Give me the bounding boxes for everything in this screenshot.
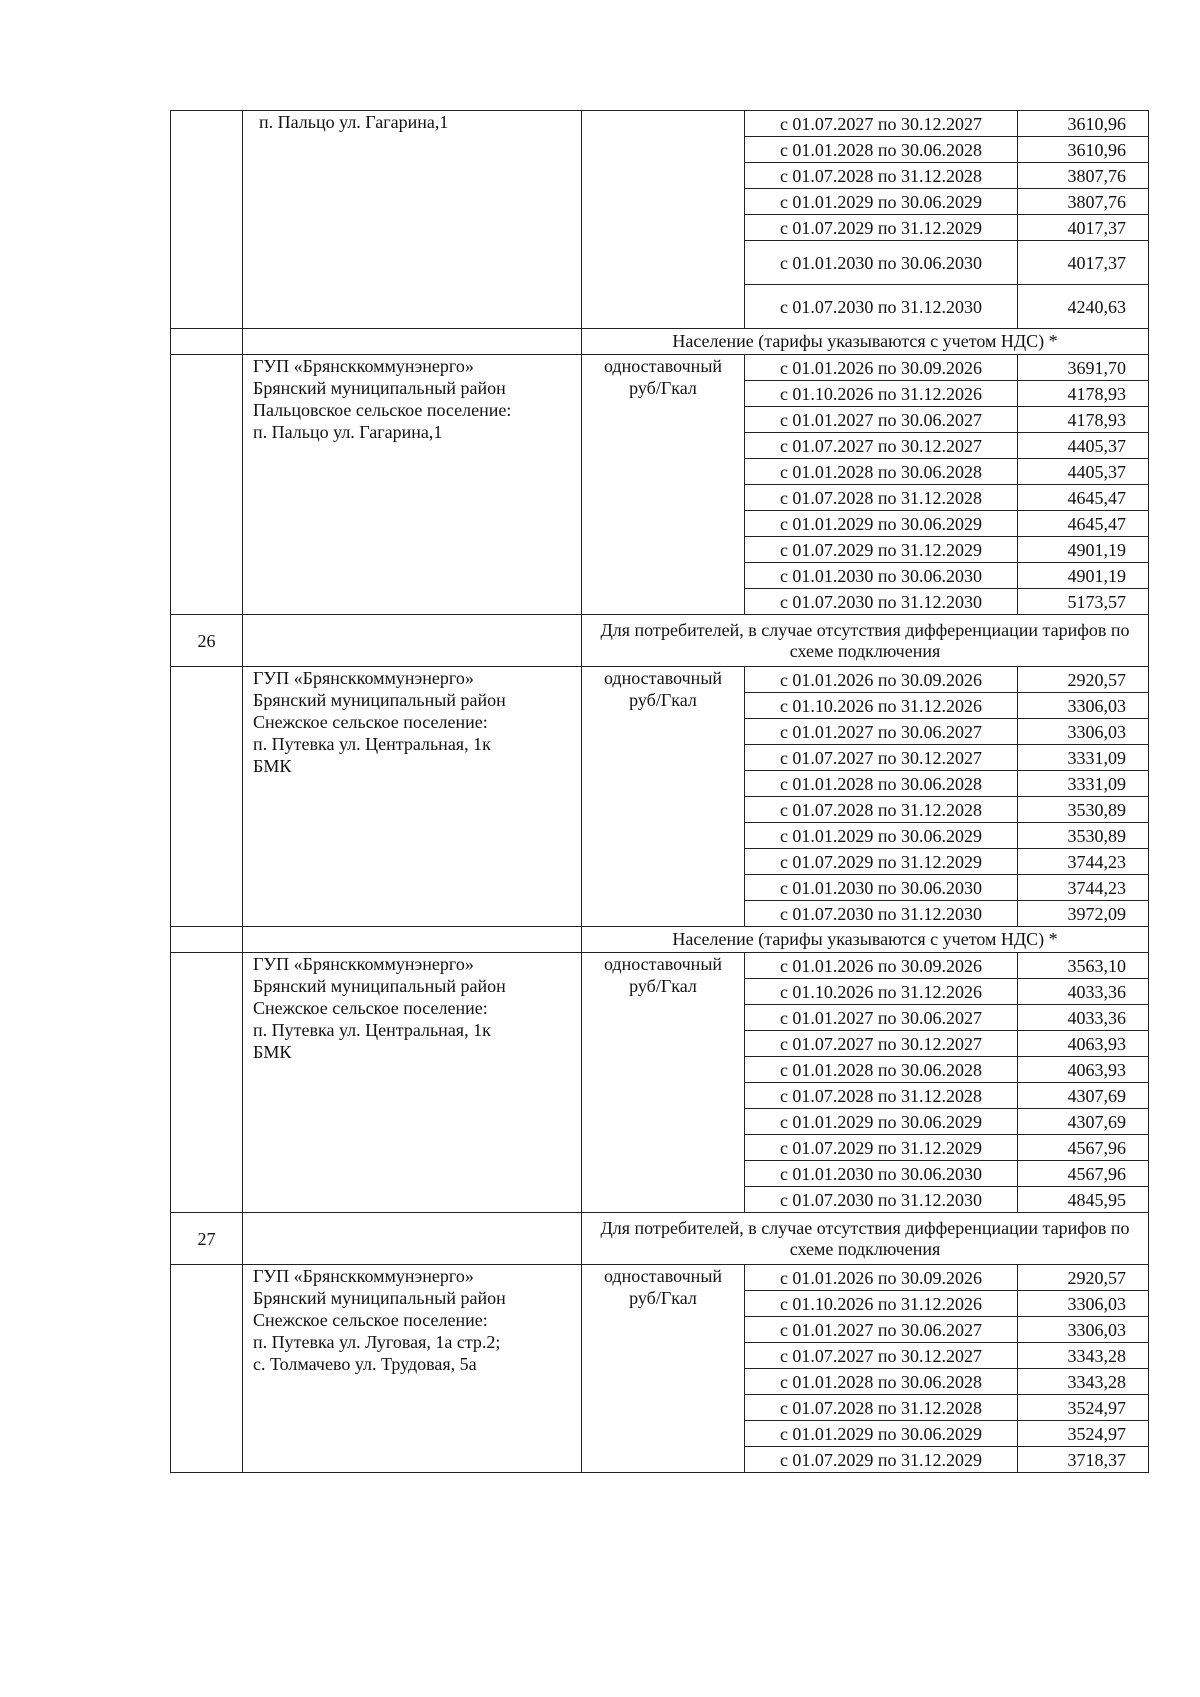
period-cell: с 01.01.2028 по 30.06.2028: [745, 1369, 1018, 1395]
address-line: с. Толмачево ул. Трудовая, 5а: [253, 1354, 477, 1374]
tariff-value-cell: 2920,57: [1018, 667, 1149, 693]
tariff-value-cell: 4901,19: [1018, 537, 1149, 563]
period-cell: с 01.07.2028 по 31.12.2028: [745, 485, 1018, 511]
period-cell: с 01.01.2026 по 30.09.2026: [745, 953, 1018, 979]
tariff-value-cell: 3610,96: [1018, 137, 1149, 163]
tariff-unit: [582, 1265, 745, 1473]
address-line: Брянский муниципальный район: [253, 378, 506, 398]
row-number: [171, 111, 243, 329]
row-number: [171, 355, 243, 615]
tariff-row: [171, 667, 1149, 693]
section-title: Население (тарифы указываются с учетом НДС) *: [582, 329, 1149, 355]
tariff-unit: [582, 355, 745, 615]
period-cell: с 01.07.2030 по 31.12.2030: [745, 285, 1018, 329]
tariff-value-cell: 4063,93: [1018, 1031, 1149, 1057]
row-number: [171, 1265, 243, 1473]
row-number: [171, 953, 243, 1213]
tariff-value-cell: 3306,03: [1018, 719, 1149, 745]
tariff-value-cell: 3691,70: [1018, 355, 1149, 381]
unit-line: одноставочный: [603, 954, 723, 974]
tariff-row: [171, 953, 1149, 979]
period-cell: с 01.01.2028 по 30.06.2028: [745, 137, 1018, 163]
unit-line: руб/Гкал: [629, 378, 697, 398]
period-cell: с 01.10.2026 по 31.12.2026: [745, 1291, 1018, 1317]
address-line: Пальцовское сельское поселение:: [253, 400, 512, 420]
period-cell: с 01.07.2029 по 31.12.2029: [745, 537, 1018, 563]
address-line: п. Пальцо ул. Гагарина,1: [253, 422, 443, 442]
tariff-value-cell: 3343,28: [1018, 1369, 1149, 1395]
address-line: п. Пальцо ул. Гагарина,1: [259, 112, 449, 132]
period-cell: с 01.07.2029 по 31.12.2029: [745, 215, 1018, 241]
period-cell: с 01.01.2026 по 30.09.2026: [745, 355, 1018, 381]
tariff-value-cell: 2920,57: [1018, 1265, 1149, 1291]
tariff-value-cell: 4645,47: [1018, 511, 1149, 537]
supplier-address: [243, 355, 582, 615]
address-line: п. Путевка ул. Центральная, 1к: [253, 734, 491, 754]
unit-line: руб/Гкал: [629, 690, 697, 710]
period-cell: с 01.07.2027 по 30.12.2027: [745, 433, 1018, 459]
period-cell: с 01.01.2028 по 30.06.2028: [745, 459, 1018, 485]
tariff-row: [171, 355, 1149, 381]
tariff-value-cell: 4405,37: [1018, 433, 1149, 459]
period-cell: с 01.01.2027 по 30.06.2027: [745, 1005, 1018, 1031]
tariff-value-cell: 3610,96: [1018, 111, 1149, 137]
period-cell: с 01.07.2028 по 31.12.2028: [745, 163, 1018, 189]
empty-address-cell: [243, 927, 582, 953]
tariff-value-cell: 3563,10: [1018, 953, 1149, 979]
address-line: Снежское сельское поселение:: [253, 712, 488, 732]
period-cell: с 01.07.2030 по 31.12.2030: [745, 589, 1018, 615]
tariff-value-cell: 4178,93: [1018, 381, 1149, 407]
unit-line: одноставочный: [603, 356, 723, 376]
address-line: Брянский муниципальный район: [253, 1288, 506, 1308]
unit-line: руб/Гкал: [629, 976, 697, 996]
tariff-value-cell: 4240,63: [1018, 285, 1149, 329]
address-line: БМК: [253, 1042, 292, 1062]
tariff-value-cell: 3744,23: [1018, 849, 1149, 875]
tariff-value-cell: 3306,03: [1018, 1291, 1149, 1317]
unit-line: одноставочный: [603, 1266, 723, 1286]
period-cell: с 01.01.2029 по 30.06.2029: [745, 189, 1018, 215]
section-row: [171, 1213, 1149, 1265]
tariff-document: [170, 110, 1150, 1473]
address-line: Брянский муниципальный район: [253, 690, 506, 710]
period-cell: с 01.07.2029 по 31.12.2029: [745, 1447, 1018, 1473]
supplier-address: [243, 667, 582, 927]
supplier-address: [243, 1265, 582, 1473]
tariff-value-cell: 4017,37: [1018, 241, 1149, 285]
period-cell: с 01.01.2027 по 30.06.2027: [745, 719, 1018, 745]
period-cell: с 01.07.2030 по 31.12.2030: [745, 1187, 1018, 1213]
tariff-value-cell: 5173,57: [1018, 589, 1149, 615]
period-cell: с 01.01.2028 по 30.06.2028: [745, 1057, 1018, 1083]
period-cell: с 01.01.2026 по 30.09.2026: [745, 667, 1018, 693]
period-cell: с 01.01.2027 по 30.06.2027: [745, 407, 1018, 433]
tariff-value-cell: 3331,09: [1018, 745, 1149, 771]
row-number: [171, 667, 243, 927]
tariff-value-cell: 4645,47: [1018, 485, 1149, 511]
section-title: Для потребителей, в случае отсутствия дифференциации тарифов по схеме подключения: [582, 1213, 1149, 1265]
tariff-table: [170, 110, 1149, 1473]
empty-address-cell: [243, 1213, 582, 1265]
section-title: Население (тарифы указываются с учетом НДС) *: [582, 927, 1149, 953]
period-cell: с 01.07.2027 по 30.12.2027: [745, 1031, 1018, 1057]
tariff-value-cell: 4307,69: [1018, 1109, 1149, 1135]
period-cell: с 01.07.2028 по 31.12.2028: [745, 797, 1018, 823]
section-row: [171, 329, 1149, 355]
row-number: 27: [171, 1213, 243, 1265]
row-number: 26: [171, 615, 243, 667]
tariff-unit: [582, 667, 745, 927]
address-line: Снежское сельское поселение:: [253, 1310, 488, 1330]
tariff-table-body: [171, 111, 1149, 1473]
supplier-address: [243, 953, 582, 1213]
address-line: п. Путевка ул. Центральная, 1к: [253, 1020, 491, 1040]
address-line: Снежское сельское поселение:: [253, 998, 488, 1018]
period-cell: с 01.07.2030 по 31.12.2030: [745, 901, 1018, 927]
tariff-unit: [582, 953, 745, 1213]
address-line: ГУП «Брянсккоммунэнерго»: [253, 1266, 474, 1286]
tariff-value-cell: 3530,89: [1018, 823, 1149, 849]
tariff-value-cell: 3972,09: [1018, 901, 1149, 927]
unit-line: одноставочный: [603, 668, 723, 688]
period-cell: с 01.01.2030 по 30.06.2030: [745, 875, 1018, 901]
period-cell: с 01.01.2030 по 30.06.2030: [745, 1161, 1018, 1187]
tariff-value-cell: 4845,95: [1018, 1187, 1149, 1213]
section-row: [171, 927, 1149, 953]
row-number: [171, 329, 243, 355]
empty-address-cell: [243, 615, 582, 667]
tariff-value-cell: 4405,37: [1018, 459, 1149, 485]
period-cell: с 01.01.2027 по 30.06.2027: [745, 1317, 1018, 1343]
tariff-value-cell: 3718,37: [1018, 1447, 1149, 1473]
period-cell: с 01.07.2028 по 31.12.2028: [745, 1395, 1018, 1421]
section-title: Для потребителей, в случае отсутствия дифференциации тарифов по схеме подключения: [582, 615, 1149, 667]
period-cell: с 01.07.2028 по 31.12.2028: [745, 1083, 1018, 1109]
period-cell: с 01.01.2029 по 30.06.2029: [745, 823, 1018, 849]
address-line: Брянский муниципальный район: [253, 976, 506, 996]
period-cell: с 01.01.2029 по 30.06.2029: [745, 1109, 1018, 1135]
tariff-value-cell: 4033,36: [1018, 979, 1149, 1005]
tariff-value-cell: 3807,76: [1018, 189, 1149, 215]
tariff-value-cell: 4063,93: [1018, 1057, 1149, 1083]
tariff-value-cell: 3331,09: [1018, 771, 1149, 797]
period-cell: с 01.01.2026 по 30.09.2026: [745, 1265, 1018, 1291]
address-line: ГУП «Брянсккоммунэнерго»: [253, 954, 474, 974]
period-cell: с 01.10.2026 по 31.12.2026: [745, 381, 1018, 407]
tariff-row: [171, 1265, 1149, 1291]
tariff-value-cell: 4033,36: [1018, 1005, 1149, 1031]
period-cell: с 01.07.2027 по 30.12.2027: [745, 1343, 1018, 1369]
address-line: п. Путевка ул. Луговая, 1а стр.2;: [253, 1332, 501, 1352]
tariff-value-cell: 4567,96: [1018, 1135, 1149, 1161]
tariff-unit: [582, 111, 745, 329]
address-line: ГУП «Брянсккоммунэнерго»: [253, 668, 474, 688]
period-cell: с 01.10.2026 по 31.12.2026: [745, 979, 1018, 1005]
period-cell: с 01.07.2029 по 31.12.2029: [745, 849, 1018, 875]
tariff-value-cell: 3807,76: [1018, 163, 1149, 189]
address-line: БМК: [253, 756, 292, 776]
empty-address-cell: [243, 329, 582, 355]
tariff-value-cell: 3306,03: [1018, 693, 1149, 719]
tariff-value-cell: 3524,97: [1018, 1421, 1149, 1447]
period-cell: с 01.07.2027 по 30.12.2027: [745, 111, 1018, 137]
tariff-value-cell: 3524,97: [1018, 1395, 1149, 1421]
address-line: ГУП «Брянсккоммунэнерго»: [253, 356, 474, 376]
tariff-value-cell: 4017,37: [1018, 215, 1149, 241]
tariff-value-cell: 3306,03: [1018, 1317, 1149, 1343]
row-number: [171, 927, 243, 953]
tariff-value-cell: 4901,19: [1018, 563, 1149, 589]
tariff-value-cell: 4178,93: [1018, 407, 1149, 433]
tariff-row: [171, 111, 1149, 137]
period-cell: с 01.07.2027 по 30.12.2027: [745, 745, 1018, 771]
period-cell: с 01.01.2030 по 30.06.2030: [745, 563, 1018, 589]
tariff-value-cell: 4307,69: [1018, 1083, 1149, 1109]
supplier-address: [243, 111, 582, 329]
section-row: [171, 615, 1149, 667]
period-cell: с 01.01.2030 по 30.06.2030: [745, 241, 1018, 285]
period-cell: с 01.07.2029 по 31.12.2029: [745, 1135, 1018, 1161]
period-cell: с 01.01.2028 по 30.06.2028: [745, 771, 1018, 797]
period-cell: с 01.10.2026 по 31.12.2026: [745, 693, 1018, 719]
period-cell: с 01.01.2029 по 30.06.2029: [745, 511, 1018, 537]
tariff-value-cell: 3343,28: [1018, 1343, 1149, 1369]
period-cell: с 01.01.2029 по 30.06.2029: [745, 1421, 1018, 1447]
tariff-value-cell: 4567,96: [1018, 1161, 1149, 1187]
unit-line: руб/Гкал: [629, 1288, 697, 1308]
tariff-value-cell: 3744,23: [1018, 875, 1149, 901]
tariff-value-cell: 3530,89: [1018, 797, 1149, 823]
